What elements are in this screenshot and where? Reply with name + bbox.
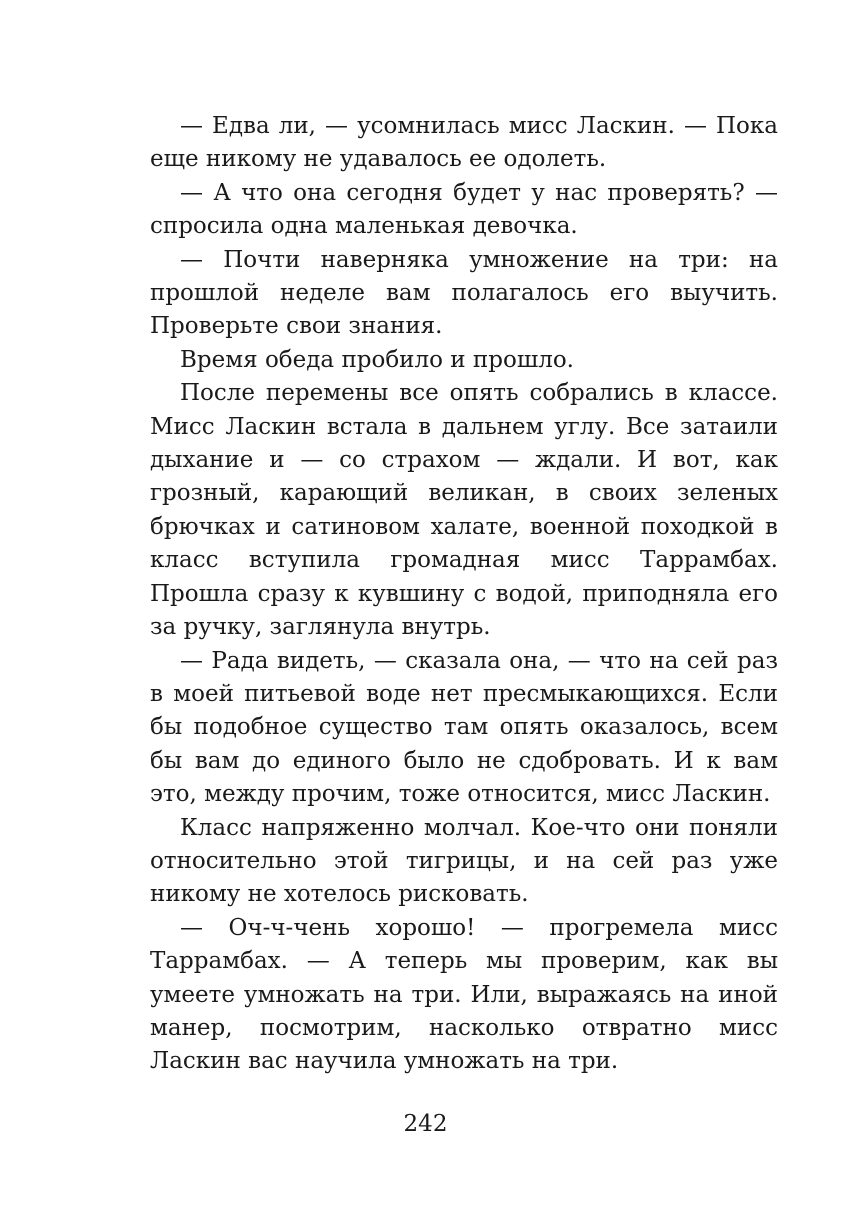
page-number: 242 <box>403 1111 448 1137</box>
paragraph: — А что она сегодня будет у нас проверять? — спросила одна маленькая девочка. <box>150 179 778 240</box>
page-body <box>150 110 778 1079</box>
paragraph: — Рада видеть, — сказала она, — что на сей раз в моей питьевой воде нет пресмыкающихся. Если бы подобное существо там опять оказалось, всем бы вам до единого было не сдобровать. И к вам это, между прочим, тоже относится, мисс Ласкин. <box>150 647 778 808</box>
paragraph: — Едва ли, — усомнилась мисс Ласкин. — Пока еще никому не удавалось ее одолеть. <box>150 113 778 173</box>
paragraph: — Почти наверняка умножение на три: на прошлой неделе вам полагалось его выучить. Проверьте свои знания. <box>150 246 778 340</box>
paragraph: После перемены все опять собрались в классе. Мисс Ласкин встала в дальнем углу. Все затаили дыхание и — со страхом — ждали. И вот, как грозный, карающий великан, в своих зеленых брючках и сатиновом халате, военной походкой в класс вступила громадная мисс Таррамбах. Прошла сразу к кувшину с водой, приподняла его за ручку, заглянула внутрь. <box>150 380 778 641</box>
paragraph: — Оч-ч-чень хорошо! — прогремела мисс Таррамбах. — А теперь мы проверим, как вы умеете умножать на три. Или, выражаясь на иной манер, посмотрим, насколько отвратно мисс Ласкин вас научила умножать на три. <box>150 914 778 1075</box>
paragraph: Класс напряженно молчал. Кое-что они поняли относительно этой тигрицы, и на сей раз уже никому не хотелось рисковать. <box>150 814 778 908</box>
paragraph: Время обеда пробило и прошло. <box>180 346 574 373</box>
